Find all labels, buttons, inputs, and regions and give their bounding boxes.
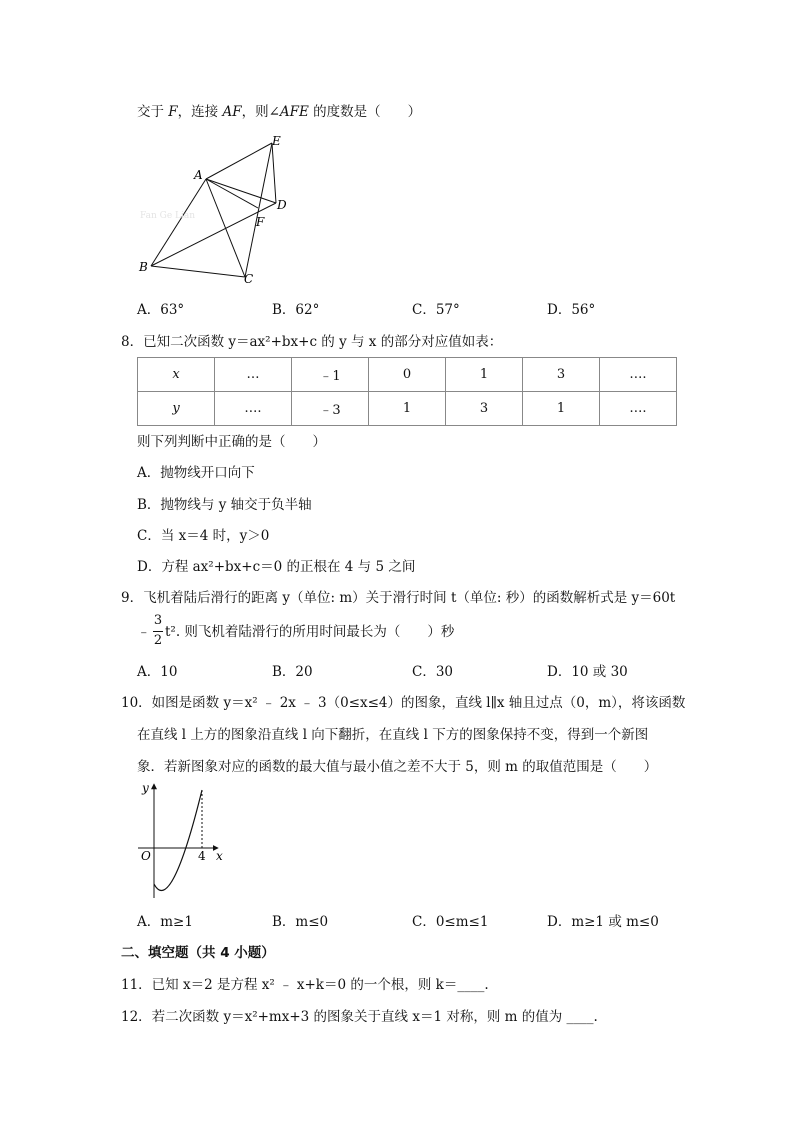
q8-option-d: D．方程 ax²+bx+c＝0 的正根在 4 与 5 之间 [137,559,416,575]
table-cell: ﹣1 [292,358,369,392]
q8-follow-text: 则下列判断中正确的是（ ） [137,434,326,450]
table-cell: …. [600,358,677,392]
q10-function-graph [136,778,236,902]
segment-AB [151,179,206,266]
q9-fraction-bar [153,631,163,632]
table-cell: …. [600,392,677,426]
label-A: A [194,168,203,182]
q9-option-c: C．30 [412,664,454,680]
label-C: C [244,272,254,286]
segment-BC [151,266,245,277]
q10-option-d: D．m≥1 或 m≤0 [547,914,659,930]
q9-line1: 9．飞机着陆后滑行的距离 y（单位: m）关于滑行时间 t（单位: 秒）的函数解析式是 y＝60t [121,590,676,606]
origin-label: O [141,849,151,863]
q9-option-d: D．10 或 30 [547,664,628,680]
q7-option-d: D．56° [547,302,596,318]
q8-stem: 8．已知二次函数 y＝ax²+bx+c 的 y 与 x 的部分对应值如表： [121,334,503,350]
table-cell: y [138,392,215,426]
q8-option-b: B．抛物线与 y 轴交于负半轴 [137,497,312,513]
section-title: 二、填空题（共 4 小题） [121,945,275,961]
q8-option-a: A．抛物线开口向下 [137,465,255,481]
segment-AF [206,179,258,208]
segment-AD [206,179,276,203]
axis-label-x: x [216,849,223,863]
q7-option-b: B．62° [272,302,320,318]
q7-geometry-figure [130,128,300,288]
q10-option-b: B．m≤0 [272,914,329,930]
segment-EC [245,143,272,277]
q10-option-a: A．m≥1 [137,914,193,930]
q10-line3: 象．若新图象对应的函数的最大值与最小值之差不大于 5，则 m 的取值范围是（ ） [137,759,658,775]
q9-fraction-denominator: 2 [153,633,163,648]
watermark-text: Fan Ge Lian [140,211,196,221]
table-cell: 1 [446,358,523,392]
table-cell: x [138,358,215,392]
q10-option-c: C．0≤m≤1 [412,914,489,930]
table-cell: 1 [369,392,446,426]
table-cell: ﹣3 [292,392,369,426]
parabola-curve [154,790,202,890]
table-cell: 0 [369,358,446,392]
q9-line2: t². 则飞机着陆滑行的所用时间最长为（ ）秒 [165,624,455,640]
table-cell: 1 [523,392,600,426]
q9-fraction-numerator: 3 [153,613,163,628]
q11-text: 11．已知 x＝2 是方程 x² ﹣ x+k＝0 的一个根，则 k＝____. [121,977,489,993]
axis-label-y: y [142,781,149,795]
q10-line1: 10．如图是函数 y＝x² ﹣ 2x ﹣ 3（0≤x≤4）的图象，直线 l∥x 轴且过点（0，m），将该函数 [121,695,686,711]
table-cell: 3 [523,358,600,392]
q8-value-table [137,357,677,426]
q9-option-a: A．10 [137,664,178,680]
q10-line2: 在直线 l 上方的图象沿直线 l 向下翻折，在直线 l 下方的图象保持不变，得到一个新图 [137,727,649,743]
q7-option-a: A．63° [137,302,185,318]
q9-minus: ﹣ [137,624,151,640]
table-row-x [138,358,677,392]
q9-option-b: B．20 [272,664,313,680]
label-E: E [272,134,281,148]
table-row-y [138,392,677,426]
segment-AE [206,143,272,179]
tick-label-4: 4 [198,849,206,863]
q12-text: 12．若二次函数 y＝x²+mx+3 的图象关于直线 x＝1 对称，则 m 的值为 ____. [121,1009,598,1025]
label-B: B [139,260,148,274]
table-cell: 3 [446,392,523,426]
q7-stem: 交于 F，连接 AF，则∠AFE 的度数是（ ） [137,104,422,120]
q7-option-c: C．57° [412,302,460,318]
segment-ED [272,143,276,203]
table-cell: … [215,358,292,392]
label-D: D [277,198,287,212]
table-cell: …. [215,392,292,426]
q8-option-c: C．当 x＝4 时，y＞0 [137,528,270,544]
label-F: F [256,215,265,229]
